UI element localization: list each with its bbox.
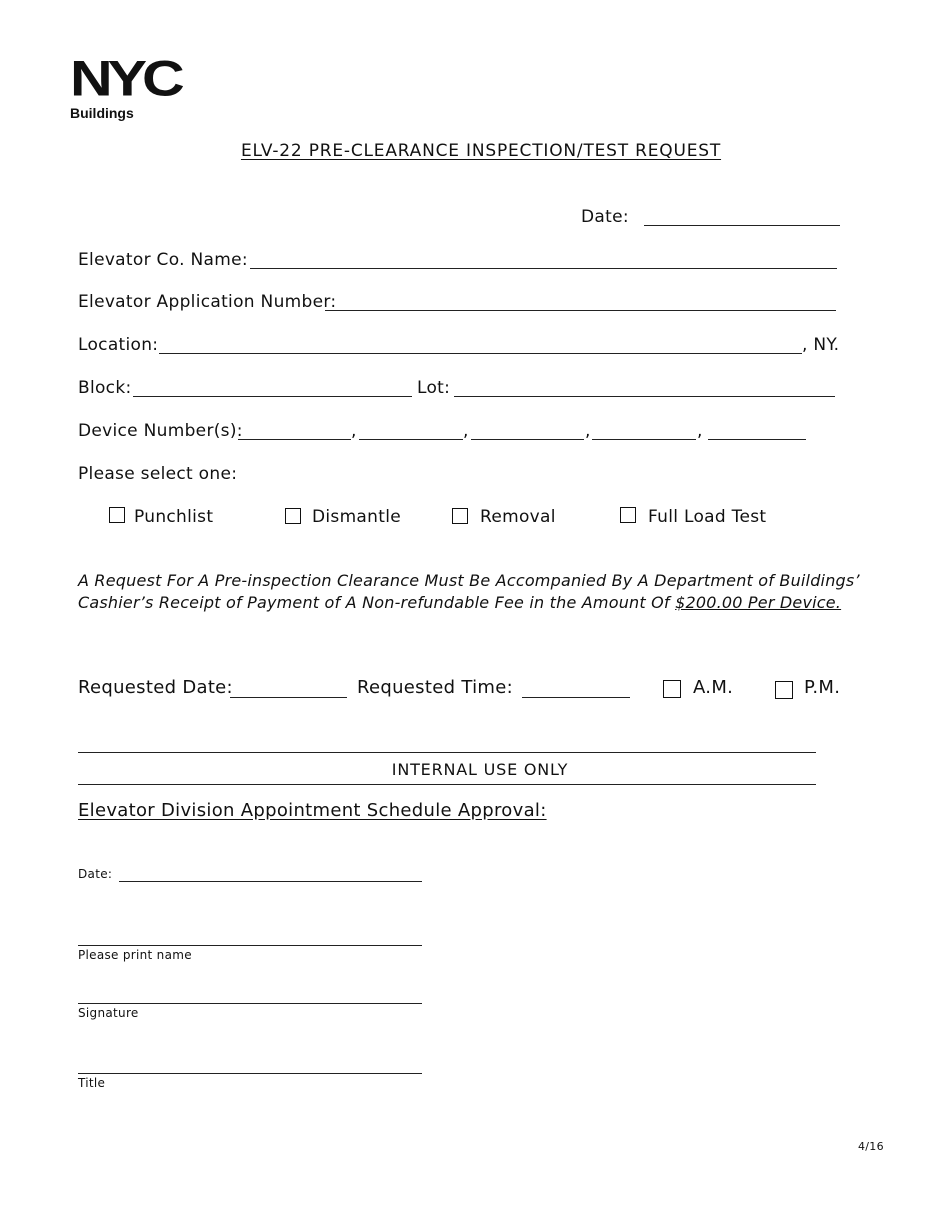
company-name-field[interactable] [250, 268, 837, 269]
requested-time-label: Requested Time: [357, 677, 513, 698]
lot-label: Lot: [417, 378, 451, 398]
removal-label: Removal [480, 507, 556, 527]
fee-notice-line-1: A Request For A Pre-inspection Clearance Must Be Accompanied By A Department of Buildings’ [78, 571, 860, 590]
location-suffix: , NY. [802, 335, 840, 355]
internal-divider-bottom [78, 784, 816, 785]
device-separator: , [351, 421, 357, 441]
application-number-label: Elevator Application Number: [78, 292, 337, 312]
fee-amount: $200.00 Per Device. [675, 593, 842, 612]
requested-time-field[interactable] [522, 697, 630, 698]
approval-date-label: Date: [78, 867, 113, 881]
signature-field[interactable] [78, 1003, 422, 1004]
form-title: ELV-22 PRE-CLEARANCE INSPECTION/TEST REQUEST [240, 141, 722, 161]
title-label: Title [78, 1076, 106, 1090]
logo-subtitle: Buildings [70, 105, 134, 121]
device-separator: , [463, 421, 469, 441]
lot-field[interactable] [454, 396, 835, 397]
nyc-logo-wordmark: NYC [70, 56, 180, 106]
application-number-field[interactable] [325, 310, 836, 311]
date-label: Date: [581, 207, 629, 227]
form-version: 4/16 [858, 1140, 884, 1153]
device-number-field-5[interactable] [708, 439, 806, 440]
device-number-field-1[interactable] [238, 439, 351, 440]
date-field[interactable] [644, 225, 840, 226]
dismantle-checkbox[interactable] [285, 508, 301, 524]
full-load-test-label: Full Load Test [648, 507, 767, 527]
approval-heading: Elevator Division Appointment Schedule Approval: [78, 800, 547, 821]
am-label: A.M. [693, 677, 734, 698]
title-field[interactable] [78, 1073, 422, 1074]
fee-notice [78, 570, 898, 614]
location-field[interactable] [159, 353, 802, 354]
requested-date-label: Requested Date: [78, 677, 233, 698]
approval-date-field[interactable] [119, 881, 422, 882]
internal-divider-top [78, 752, 816, 753]
device-separator: , [585, 421, 591, 441]
device-number-field-4[interactable] [592, 439, 696, 440]
location-label: Location: [78, 335, 159, 355]
pm-checkbox[interactable] [775, 681, 793, 699]
signature-label: Signature [78, 1006, 139, 1020]
print-name-label: Please print name [78, 948, 192, 962]
block-label: Block: [78, 378, 132, 398]
company-name-label: Elevator Co. Name: [78, 250, 248, 270]
dismantle-label: Dismantle [312, 507, 401, 527]
device-number-field-3[interactable] [471, 439, 584, 440]
pm-label: P.M. [804, 677, 841, 698]
full-load-test-checkbox[interactable] [620, 507, 636, 523]
device-numbers-label: Device Number(s): [78, 421, 243, 441]
nyc-logo-icon [70, 56, 210, 106]
internal-use-header: INTERNAL USE ONLY [391, 760, 569, 779]
select-one-label: Please select one: [78, 464, 238, 484]
print-name-field[interactable] [78, 945, 422, 946]
device-number-field-2[interactable] [359, 439, 463, 440]
device-separator: , [697, 421, 703, 441]
nyc-buildings-logo [70, 56, 210, 126]
block-field[interactable] [133, 396, 412, 397]
punchlist-label: Punchlist [134, 507, 214, 527]
am-checkbox[interactable] [663, 680, 681, 698]
punchlist-checkbox[interactable] [109, 507, 125, 523]
removal-checkbox[interactable] [452, 508, 468, 524]
requested-date-field[interactable] [230, 697, 347, 698]
fee-notice-line-2: Cashier’s Receipt of Payment of A Non-refundable Fee in the Amount Of [78, 593, 670, 612]
